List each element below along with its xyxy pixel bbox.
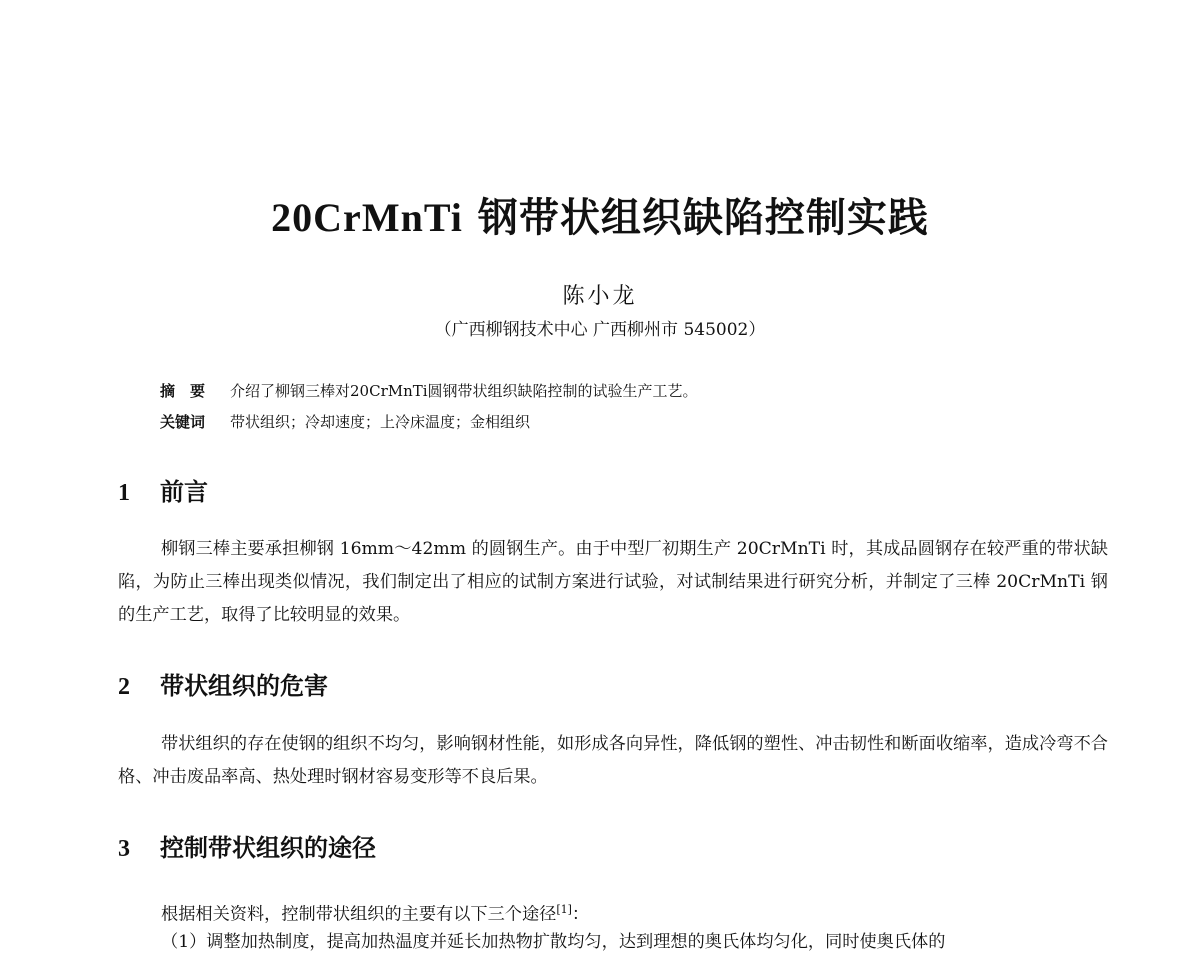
title-chinese: 钢带状组织缺陷控制实践 [462,195,929,241]
section-3-list-item-1: （1）调整加热制度，提高加热温度并延长加热物扩散均匀，达到理想的奥氏体均匀化，同时使奥氏体的 [161,932,946,952]
citation-ref: [1] [556,903,572,916]
section-number: 1 [118,480,130,506]
author-affiliation: （广西柳钢技术中心 广西柳州市 545002） [434,320,766,340]
keywords-label: 关键词 [160,413,206,431]
section-2-paragraph: 带状组织的存在使钢的组织不均匀，影响钢材性能，如形成各向异性，降低钢的塑性、冲击韧性和断面收缩率，造成冷弯不合格、冲击废品率高、热处理时钢材容易变形等不良后果。 [118,734,1108,787]
section-heading-3 [118,828,376,863]
section-title: 前言 [160,478,208,506]
article-title [0,186,1200,243]
section-title: 带状组织的危害 [160,672,328,700]
section-number: 2 [118,674,130,700]
paragraph-text: 根据相关资料，控制带状组织的主要有以下三个途径 [161,904,557,925]
section-number: 3 [118,836,130,862]
section-1-paragraph: 柳钢三棒主要承担柳钢 16mm～42mm 的圆钢生产。由于中型厂初期生产 20CrMnTi 时，其成品圆钢存在较严重的带状缺陷，为防止三棒出现类似情况，我们制定出了相应的试制方案进行试验，对试制结果进行研究分析，并制定了三棒 20CrMnTi 钢的生产工艺，取得了比较明显的效果。 [118,539,1108,625]
section-heading-2 [118,666,328,701]
title-latin: 20CrMnTi [271,195,463,240]
paragraph-end: ： [571,904,590,925]
keywords [160,411,530,432]
keywords-text: 带状组织；冷却速度；上冷床温度；金相组织 [230,413,531,431]
section-heading-1 [118,472,208,507]
author-name: 陈小龙 [562,284,638,309]
section-title: 控制带状组织的途径 [160,834,376,862]
abstract-label: 摘 要 [160,382,206,400]
abstract-text: 介绍了柳钢三棒对20CrMnTi圆钢带状组织缺陷控制的试验生产工艺。 [230,382,698,400]
abstract [160,380,698,401]
